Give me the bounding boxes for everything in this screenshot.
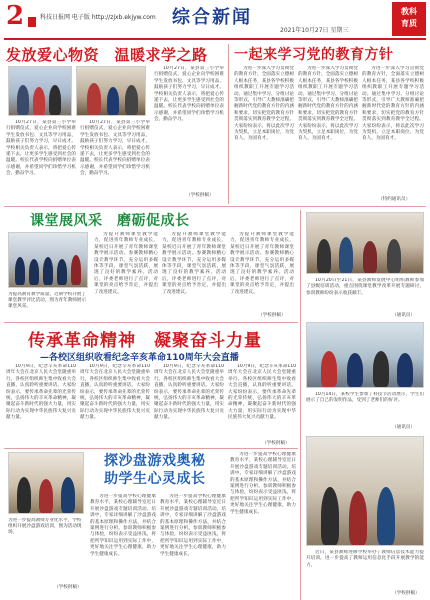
article-2-headline: 一起来学习党的教育方针 — [234, 47, 394, 63]
section-divider — [4, 206, 426, 207]
article-4-credit: （学校供稿） — [262, 441, 290, 446]
article-5-body: 为进一步提高学校心理健康教育水平，某校心理辅导室近日开展沙盘游戏专题培训活动。培训中，专家详细讲解了沙盘游戏的基本原理和操作方法，并结合案例进行分析。参训教师积极参与体验，纷纷表示受益匪浅，将把所学知识运用到实际工作中，更好地关注学生心理健康，助力学生健康成长。 — [90, 494, 156, 557]
article-1-photo — [8, 66, 72, 116]
right-column-divider — [300, 210, 301, 600]
article-1-headline: 发放爱心物资 温暖求学之路 — [6, 46, 208, 64]
article-3-credit: （学校供稿） — [258, 313, 286, 318]
masthead-rule — [4, 38, 426, 40]
badge-line-1: 教科 — [401, 7, 417, 16]
article-3-body-col2: 为提升教师课堂教学能力，促进青年教师专业成长，某校近日开展了青年教师课堂教学展示活动。参赛教师精心设计教学环节，充分运用多媒体等手段，课堂气氛活跃，展现了良好的教学素养。活动后，评委老师进行了点评，对课堂的亮点给予肯定，并提出了改进建议。 — [162, 232, 226, 295]
masthead — [4, 3, 426, 39]
article-5-caption-credit: （学校供稿） — [54, 585, 82, 590]
issue-date: 2021年10月27日 星期三 — [280, 27, 349, 34]
article-4-body-col2: 10月9日，纪念辛亥革命110周年大会在北京人民大会堂隆重举行。各校区组织师生集中收看大会直播，认真聆听重要讲话。大家纷纷表示，要传承革命先辈的光荣传统，弘扬伟大的辛亥革命精神，凝聚起奋斗新时代的强大力量，用实际行动为实现中华民族伟大复兴贡献力量。 — [80, 364, 150, 421]
masthead-site-text: 科技日报网 电子版 http://zjxb.ekjyw.com — [40, 14, 156, 21]
article-4-body: 10月9日，纪念辛亥革命110周年大会在北京人民大会堂隆重举行。各校区组织师生集中收看大会直播，认真聆听重要讲话。大家纷纷表示，要传承革命先辈的光荣传统，弘扬伟大的辛亥革命精神，凝聚起奋斗新时代的强大力量，用实际行动为实现中华民族伟大复兴贡献力量。 — [6, 364, 76, 421]
article-3-headline: 课堂展风采 磨砺促成长 — [30, 213, 190, 229]
brief-3-photo — [306, 436, 424, 546]
article-2-body-col2: 为进一步深入学习贯彻党的教育方针，全面落实立德树人根本任务，某县各学校积极组织教职工开展专题学习活动。通过集中学习、分组讨论等形式，引导广大教师准确把握新时代党的教育方针的内涵和要求，切实把党的教育方针贯彻落实到教育教学全过程。大家纷纷表示，将以此次学习为契机，立足本职岗位，为党育人、为国育才。 — [298, 66, 358, 142]
article-3-photo — [8, 232, 88, 288]
article-5-body-col2: 为进一步提高学校心理健康教育水平，某校心理辅导室近日开展沙盘游戏专题培训活动。培训中，专家详细讲解了沙盘游戏的基本原理和操作方法，并结合案例进行分析。参训教师积极参与体验，纷纷表示受益匪浅，将把所学知识运用到实际工作中，更好地关注学生心理健康，助力学生健康成长。 — [160, 494, 226, 557]
article-3-body: 为提升教师课堂教学能力，促进青年教师专业成长，某校近日开展了青年教师课堂教学展示活动。参赛教师精心设计教学环节，充分运用多媒体等手段，课堂气氛活跃，展现了良好的教学素养。活动后，评委老师进行了点评，对课堂的亮点给予肯定，并提出了改进建议。 — [94, 232, 158, 295]
section-title: 综合新闻 — [172, 7, 252, 28]
article-1-body-col2: 10月27日，某县第三小学举行捐赠仪式，爱心企业向学校困难学生发放书包、文具等学习用品，鼓励孩子们努力学习，早日成才。学校相关负责人表示，将把爱心传递下去，让更多学生感受到社会的温暖。校长代表学校向捐赠单位表示感谢，并希望同学们珍惜学习机会，勤奋学习。 — [80, 120, 150, 177]
article-1-body-col3: 10月27日，某县第三小学举行捐赠仪式，爱心企业向学校困难学生发放书包、文具等学习用品，鼓励孩子们努力学习，早日成才。学校相关负责人表示，将把爱心传递下去，让更多学生感受到社会的温暖。校长代表学校向捐赠单位表示感谢，并希望同学们珍惜学习机会，勤奋学习。 — [154, 66, 224, 123]
page-number-marker — [28, 17, 36, 27]
brief-2-photo — [306, 322, 424, 388]
article-4-subheadline: —各校区组织收看纪念辛亥革命110周年大会直播 — [40, 353, 239, 363]
article-2-body: 为进一步深入学习贯彻党的教育方针，全面落实立德树人根本任务，某县各学校积极组织教职工开展专题学习活动。通过集中学习、分组讨论等形式，引导广大教师准确把握新时代党的教育方针的内涵和要求，切实把党的教育方针贯彻落实到教育教学全过程。大家纷纷表示，将以此次学习为契机，立足本职岗位，为党育人、为国育才。 — [234, 66, 294, 142]
brief-1-photo — [306, 212, 424, 274]
article-5-headline: 探沙盘游戏奥秘 助学生心灵成长 — [104, 453, 206, 487]
article-3-body-col3: 为提升教师课堂教学能力，促进青年教师专业成长，某校近日开展了青年教师课堂教学展示活动。参赛教师精心设计教学环节，充分运用多媒体等手段，课堂气氛活跃，展现了良好的教学素养。活动后，评委老师进行了点评，对课堂的亮点给予肯定，并提出了改进建议。 — [230, 232, 294, 295]
article-5-body-col3: 为进一步提高学校心理健康教育水平，某校心理辅导室近日开展沙盘游戏专题培训活动。培训中，专家详细讲解了沙盘游戏的基本原理和操作方法，并结合案例进行分析。参训教师积极参与体验，纷纷表示受益匪浅，将把所学知识运用到实际工作中，更好地关注学生心理健康，助力学生健康成长。 — [230, 452, 296, 515]
article-3-caption: 为提高教育教学质量，近期学校开展了课堂教学评比活动，图为青年教师展示课堂风采。 — [8, 292, 87, 310]
article-1-body: 10月27日，某县第三小学举行捐赠仪式，爱心企业向学校困难学生发放书包、文具等学习用品，鼓励孩子们努力学习，早日成才。学校相关负责人表示，将把爱心传递下去，让更多学生感受到社会的温暖。校长代表学校向捐赠单位表示感谢，并希望同学们珍惜学习机会，勤奋学习。 — [6, 120, 76, 177]
masthead-badge — [392, 2, 426, 36]
article-2-credit: （特约通讯员） — [378, 197, 411, 202]
article-4-headline: 传承革命精神 凝聚奋斗力量 — [28, 331, 262, 351]
badge-line-2: 育质 — [401, 19, 417, 28]
brief-2-credit: （通讯员） — [392, 425, 415, 430]
column-divider — [228, 44, 229, 204]
page-number: 2 — [6, 1, 25, 31]
article-4-body-col3: 10月9日，纪念辛亥革命110周年大会在北京人民大会堂隆重举行。各校区组织师生集中收看大会直播，认真聆听重要讲话。大家纷纷表示，要传承革命先辈的光荣传统，弘扬伟大的辛亥革命精神，凝聚起奋斗新时代的强大力量，用实际行动为实现中华民族伟大复兴贡献力量。 — [154, 364, 224, 421]
brief-3-body: 近日，某县教师进修学校举办了教师信息技术能力提升培训，进一步提高了教师运用信息化手段开展教学的能力。 — [306, 550, 424, 568]
article-5-caption: 为进一步提高教师专业化水平，学校组织开展沙盘游戏培训，图为活动现场。 — [8, 518, 82, 536]
section-divider-2 — [4, 322, 298, 323]
article-1-photo-2 — [76, 66, 146, 116]
brief-3-credit: （学校供稿） — [392, 591, 420, 596]
article-5-photo — [8, 452, 84, 514]
section-divider-3 — [4, 448, 298, 449]
brief-1-body: 10月20日至21日，某县教师发展中心组织教师参加了县级培训活动，重点围绕课堂教学改革开展专题研讨，参训教师纷纷表示收获颇丰。 — [306, 278, 424, 296]
article-4-body-col4: 10月9日，纪念辛亥革命110周年大会在北京人民大会堂隆重举行。各校区组织师生集中收看大会直播，认真聆听重要讲话。大家纷纷表示，要传承革命先辈的光荣传统，弘扬伟大的辛亥革命精神，凝聚起奋斗新时代的强大力量，用实际行动为实现中华民族伟大复兴贡献力量。 — [228, 364, 296, 421]
article-1-credit: （学校供稿） — [186, 193, 214, 198]
article-2-body-col3: 为进一步深入学习贯彻党的教育方针，全面落实立德树人根本任务，某县各学校积极组织教职工开展专题学习活动。通过集中学习、分组讨论等形式，引导广大教师准确把握新时代党的教育方针的内涵和要求，切实把党的教育方针贯彻落实到教育教学全过程。大家纷纷表示，将以此次学习为契机，立足本职岗位，为党育人、为国育才。 — [362, 66, 424, 142]
brief-2-body: 10月14日，某校学生参加了科技节活动展示，学生们展示了自己的发明作品，受到了老师们的好评。 — [306, 392, 424, 404]
brief-1-credit: （通讯员） — [392, 313, 415, 318]
